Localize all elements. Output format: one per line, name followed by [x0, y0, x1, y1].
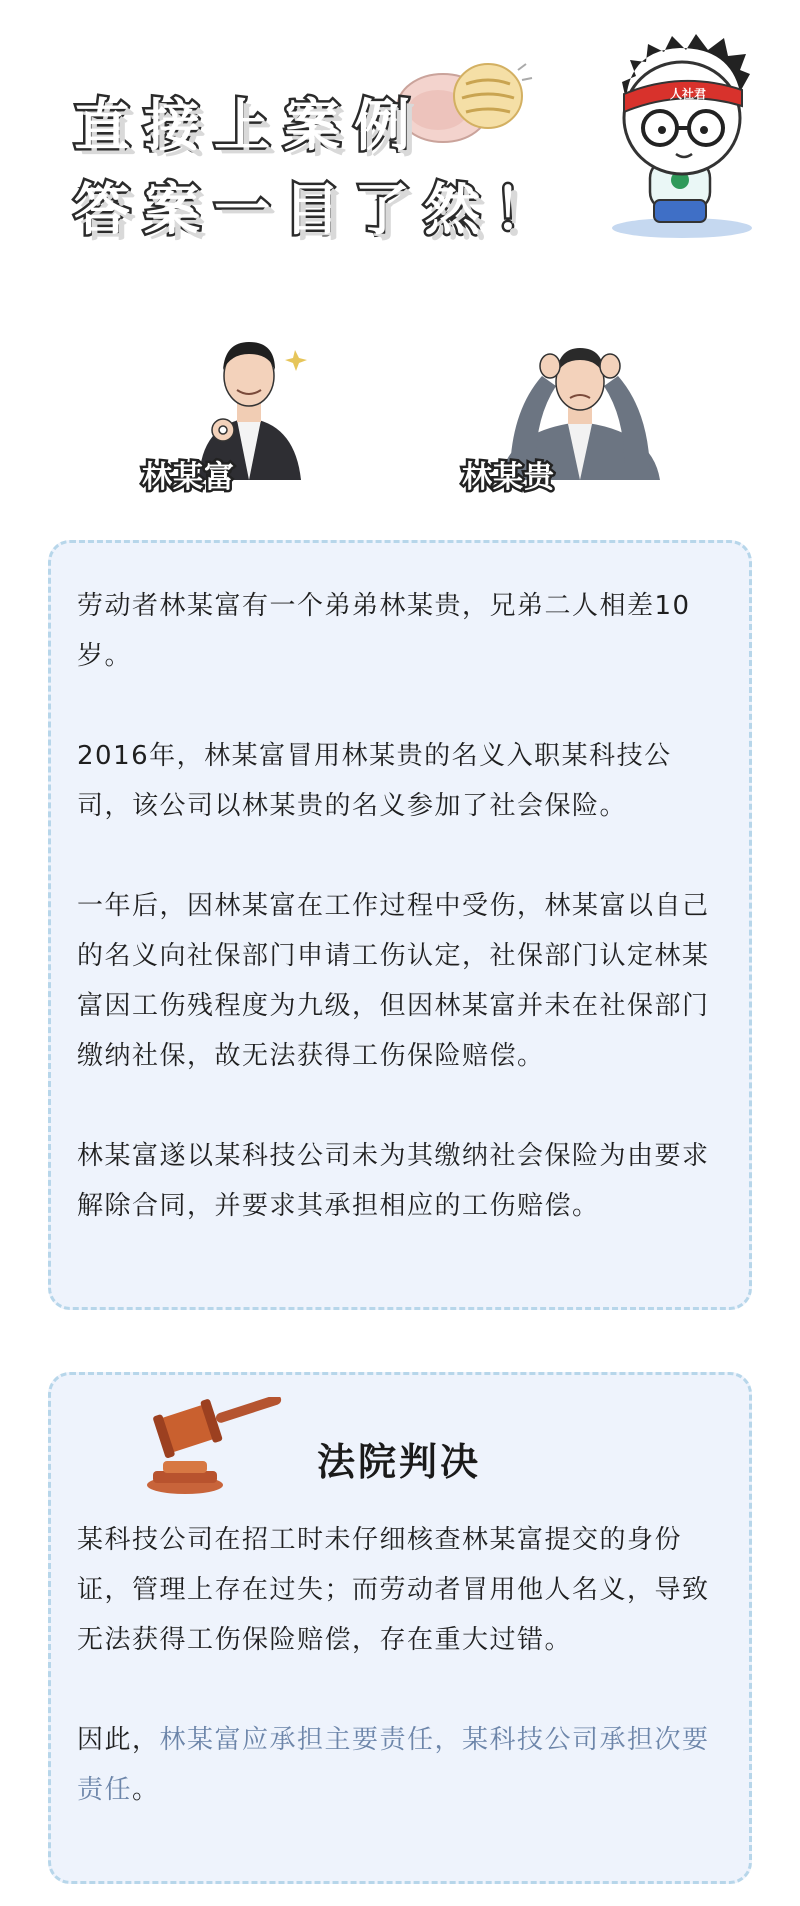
story-paragraph-4: 林某富遂以某科技公司未为其缴纳社会保险为由要求解除合同，并要求其承担相应的工伤赔偿。	[77, 1141, 710, 1221]
character-name-1: 林某富	[142, 460, 235, 495]
gavel-icon	[137, 1397, 287, 1497]
mascot-headband-text: 人社君	[670, 87, 707, 101]
verdict-paragraph-1: 某科技公司在招工时未仔细核查林某富提交的身份证，管理上存在过失；而劳动者冒用他人名义，导致无法获得工伤保险赔偿，存在重大过错。	[77, 1525, 710, 1655]
header-title-line2: 答案一目了然！	[74, 178, 564, 243]
header	[0, 0, 800, 270]
header-title-line1: 直接上案例	[74, 94, 424, 159]
verdict-title: 法院判决	[317, 1440, 482, 1484]
mascot-illustration	[600, 30, 770, 240]
story-paragraph-2: 2016年，林某富冒用林某贵的名义入职某科技公司，该公司以林某贵的名义参加了社会保险。	[77, 741, 672, 821]
court-verdict-card	[48, 1372, 752, 1884]
verdict-conclusion-suffix: 。	[132, 1775, 160, 1805]
story-paragraph-3: 一年后，因林某富在工作过程中受伤，林某富以自己的名义向社保部门申请工伤认定，社保部门认定林某富因工伤残程度为九级，但因林某富并未在社保部门缴纳社保，故无法获得工伤保险赔偿。	[77, 891, 710, 1071]
case-story-card	[48, 540, 752, 1310]
verdict-conclusion	[77, 1715, 725, 1815]
verdict-header	[77, 1375, 725, 1515]
character-name-2: 林某贵	[462, 460, 555, 495]
verdict-conclusion-highlight: 林某富应承担主要责任，某科技公司承担次要责任	[77, 1725, 710, 1805]
story-paragraph-1: 劳动者林某富有一个弟弟林某贵，兄弟二人相差10岁。	[77, 591, 691, 671]
verdict-conclusion-prefix: 因此，	[77, 1725, 160, 1755]
